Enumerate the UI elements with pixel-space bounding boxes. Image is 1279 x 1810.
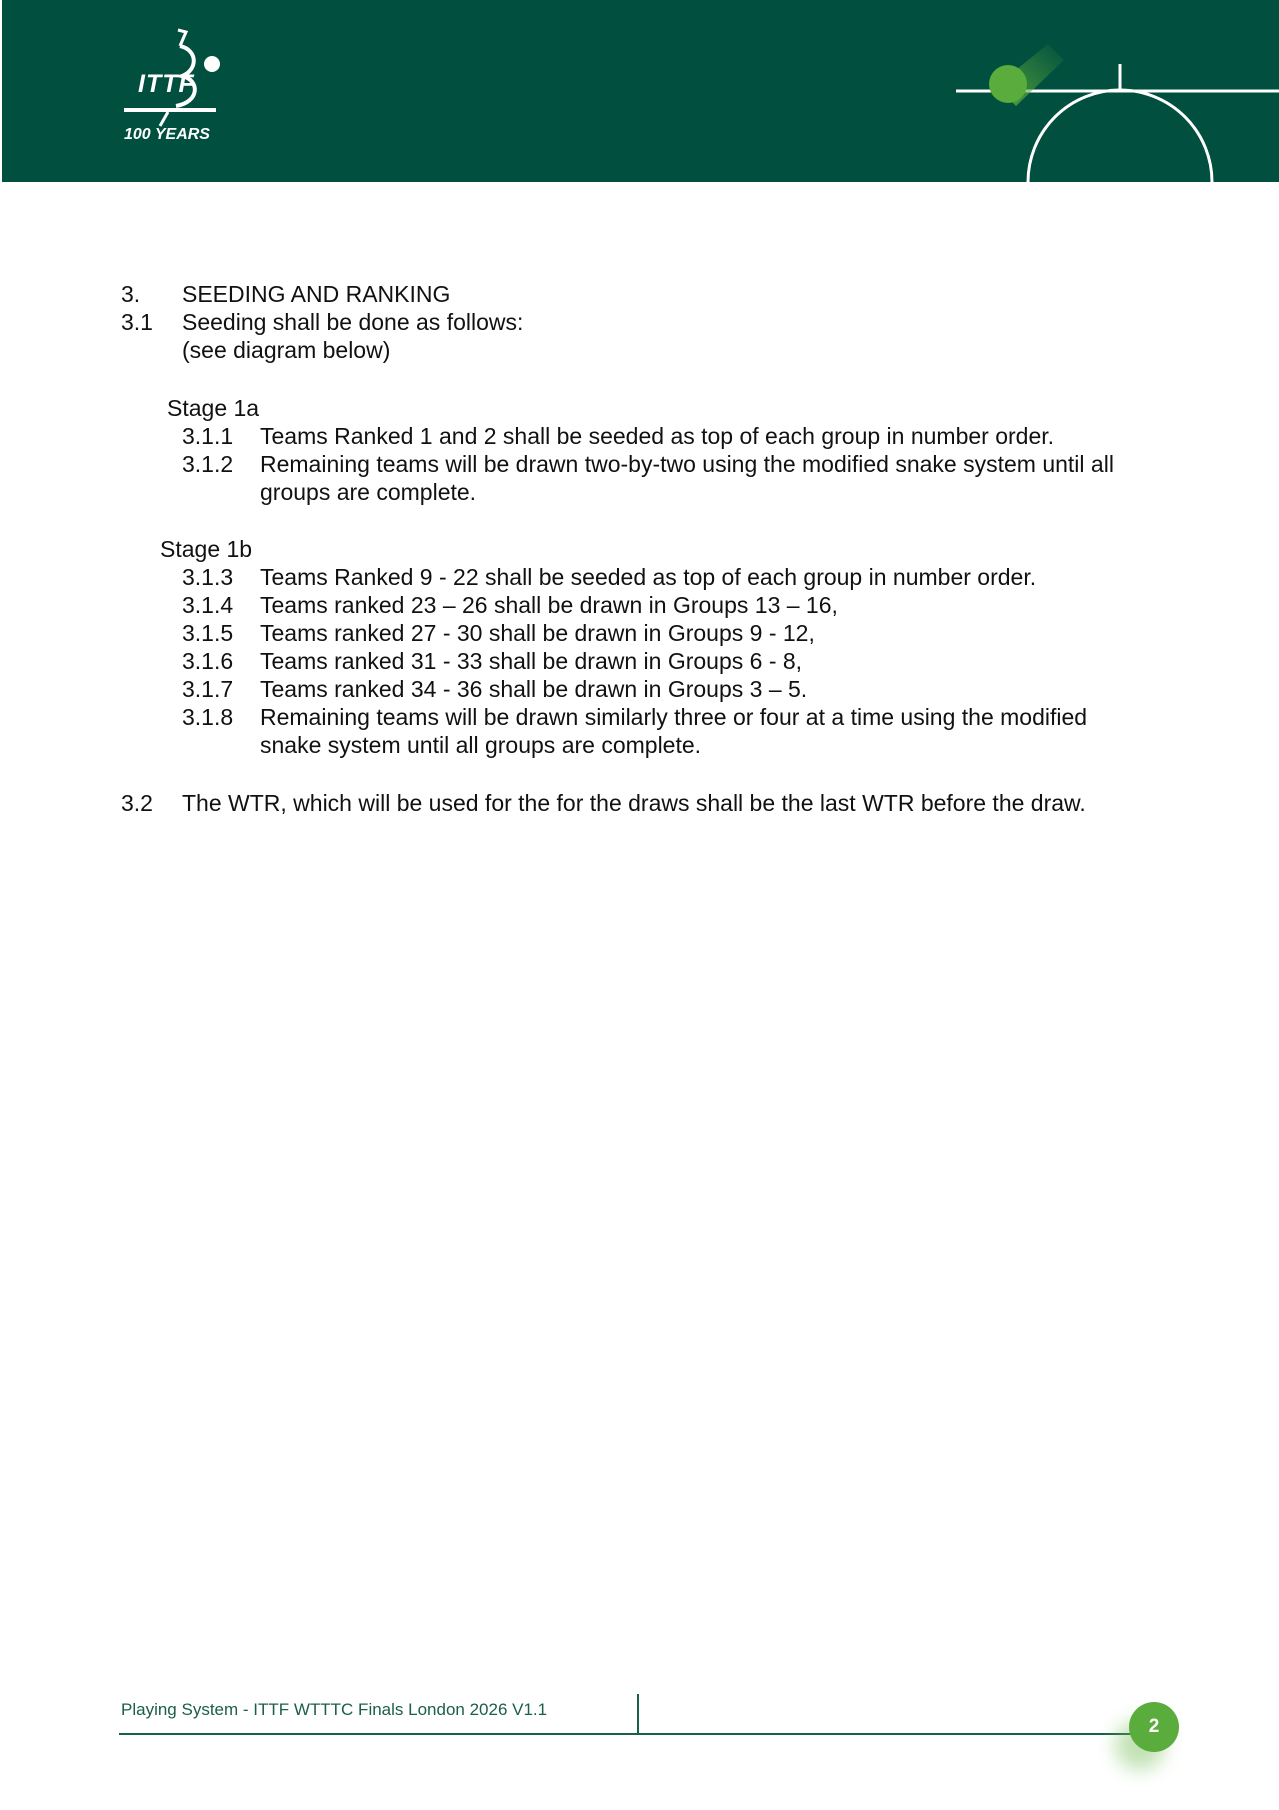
logo-text: ITTF bbox=[138, 70, 195, 98]
section-number: 3. bbox=[121, 281, 141, 307]
item-number: 3.1.8 bbox=[182, 704, 234, 730]
stage-title: Stage 1b bbox=[160, 536, 253, 562]
item-text: Teams Ranked 1 and 2 shall be seeded as top of each group in number order. bbox=[260, 423, 1055, 449]
item-text: Teams ranked 31 - 33 shall be drawn in Groups 6 - 8, bbox=[260, 648, 803, 674]
stage-title: Stage 1a bbox=[167, 395, 260, 421]
item-number: 3.1.1 bbox=[182, 423, 234, 449]
item-number: 3.1.5 bbox=[182, 620, 234, 646]
rule-text: Seeding shall be done as follows: bbox=[182, 309, 524, 335]
item-text: Teams ranked 34 - 36 shall be drawn in Groups 3 – 5. bbox=[260, 676, 808, 702]
footer-document-title: Playing System - ITTF WTTTC Finals London 2026 V1.1 bbox=[121, 1700, 548, 1719]
item-text: Remaining teams will be drawn two-by-two using the modified snake system until all bbox=[260, 451, 1114, 477]
item-text: Teams Ranked 9 - 22 shall be seeded as top of each group in number order. bbox=[260, 564, 1037, 590]
page-header-banner bbox=[2, 0, 1279, 182]
section-title: SEEDING AND RANKING bbox=[182, 281, 451, 307]
item-text: Teams ranked 23 – 26 shall be drawn in Groups 13 – 16, bbox=[260, 592, 838, 618]
item-number: 3.1.7 bbox=[182, 676, 234, 702]
page-number-badge: 2 bbox=[1129, 1702, 1179, 1752]
item-number: 3.1.4 bbox=[182, 592, 234, 618]
table-tennis-court-icon bbox=[952, 30, 1279, 182]
rule-number: 3.1 bbox=[121, 309, 153, 335]
footer-rule bbox=[119, 1733, 1139, 1735]
item-number: 3.1.2 bbox=[182, 451, 234, 477]
rule-note: (see diagram below) bbox=[182, 337, 391, 363]
item-text: Remaining teams will be drawn similarly three or four at a time using the modified bbox=[260, 704, 1088, 730]
logo-years: 100 YEARS bbox=[124, 126, 210, 143]
item-text-continued: groups are complete. bbox=[260, 479, 477, 505]
item-number: 3.1.6 bbox=[182, 648, 234, 674]
rule-text: The WTR, which will be used for the for the draws shall be the last WTR before the draw. bbox=[182, 790, 1086, 816]
item-number: 3.1.3 bbox=[182, 564, 234, 590]
item-text-continued: snake system until all groups are complete. bbox=[260, 732, 702, 758]
rule-number: 3.2 bbox=[121, 790, 153, 816]
ittf-logo bbox=[120, 26, 226, 152]
footer-divider bbox=[637, 1694, 639, 1734]
item-text: Teams ranked 27 - 30 shall be drawn in Groups 9 - 12, bbox=[260, 620, 815, 646]
